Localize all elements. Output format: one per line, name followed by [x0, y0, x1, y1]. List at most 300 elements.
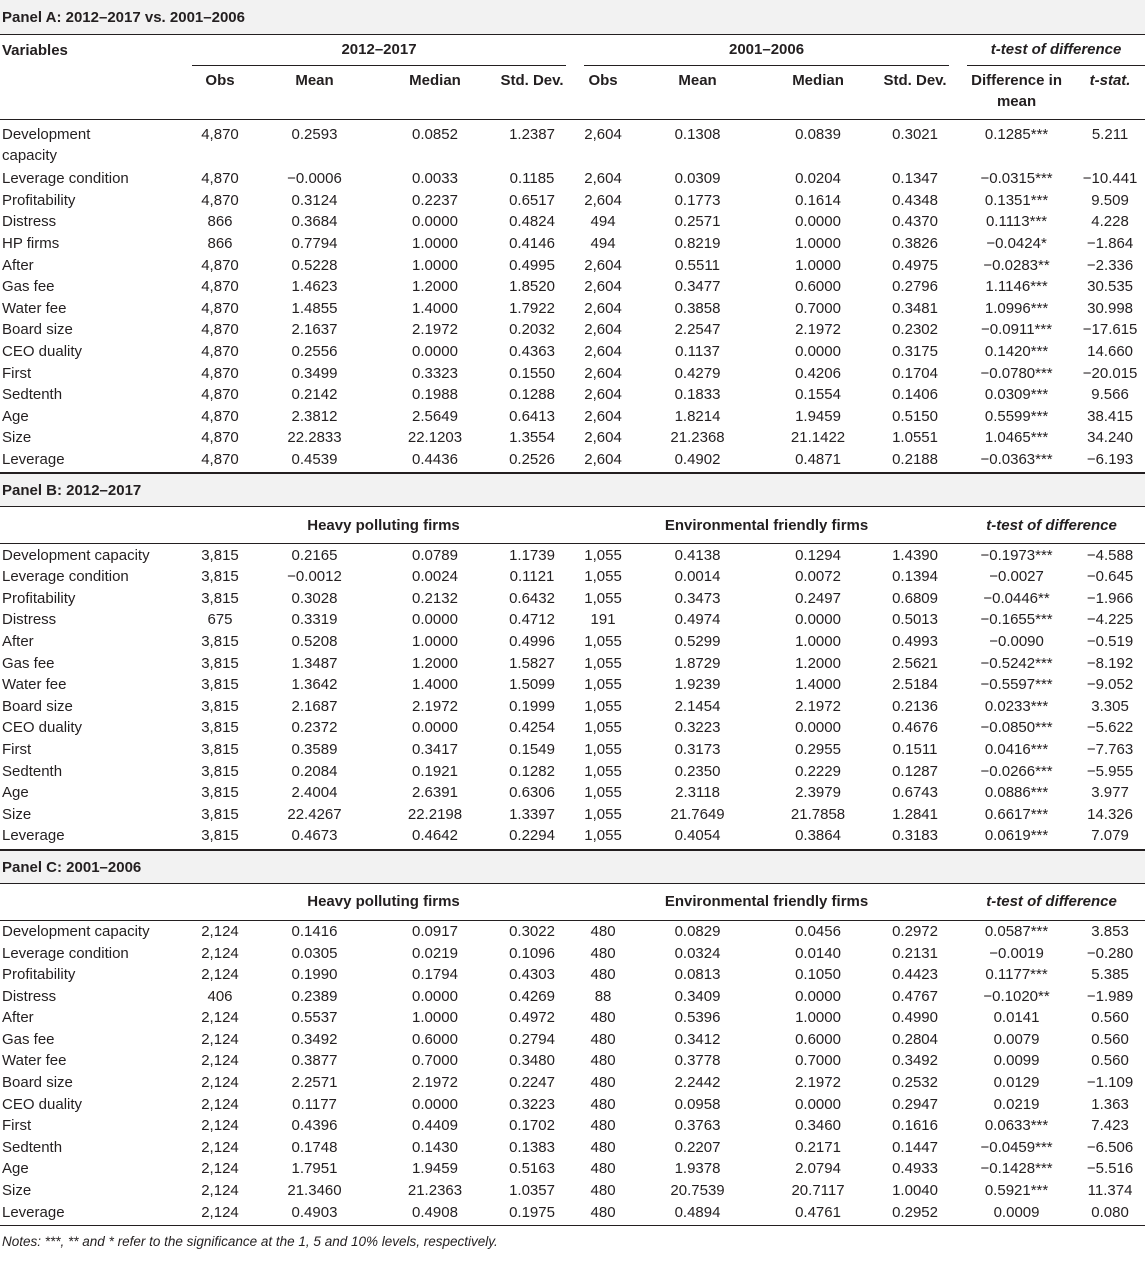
value-cell: 0.1383 — [509, 1138, 555, 1156]
variable-name-cell: Sedtenth — [2, 762, 63, 780]
table-row — [0, 276, 1145, 298]
value-cell: −0.0315*** — [980, 170, 1053, 188]
table-row — [0, 985, 1145, 1007]
value-cell: 2.1972 — [795, 321, 841, 339]
value-cell: 1.0000 — [795, 235, 841, 253]
value-cell: 0.2571 — [674, 213, 721, 231]
value-cell: 0.1430 — [412, 1138, 458, 1156]
value-cell: 1.2000 — [795, 654, 841, 672]
value-cell: 0.1288 — [509, 386, 555, 404]
value-cell: 0.3492 — [892, 1052, 938, 1070]
value-cell: 0.2171 — [795, 1138, 841, 1156]
value-cell: 0.2794 — [509, 1030, 555, 1048]
table-row — [0, 1093, 1145, 1115]
value-cell: 3,815 — [201, 568, 239, 586]
table-row — [0, 674, 1145, 696]
value-cell: 480 — [590, 1117, 616, 1135]
variable-name-cell: After — [2, 1009, 34, 1027]
value-cell: 0.5228 — [291, 256, 338, 274]
value-cell: 0.0456 — [795, 922, 841, 940]
value-cell: −0.645 — [1086, 568, 1134, 586]
value-cell: 0.3477 — [674, 278, 721, 296]
value-cell: 0.0587*** — [984, 922, 1049, 940]
table-row — [0, 1137, 1145, 1159]
value-cell: −4.225 — [1086, 611, 1134, 629]
panel-b-table — [0, 507, 1145, 849]
value-cell: 0.1416 — [291, 922, 338, 940]
value-cell: 0.6000 — [412, 1030, 458, 1048]
value-cell: 0.8219 — [674, 235, 721, 253]
value-cell: 0.0958 — [674, 1095, 721, 1113]
table-row — [0, 920, 1145, 942]
panel-b-body — [0, 544, 1145, 849]
value-cell: 0.3173 — [674, 740, 721, 758]
value-cell: 30.535 — [1087, 278, 1134, 296]
value-cell: −0.5597*** — [980, 676, 1053, 694]
value-cell: 0.6743 — [892, 784, 938, 802]
table-row — [0, 211, 1145, 233]
value-cell: 0.4423 — [892, 966, 938, 984]
value-cell: −1.989 — [1086, 987, 1134, 1005]
value-cell: 0.1406 — [892, 386, 938, 404]
value-cell: 21.2363 — [407, 1182, 463, 1200]
value-cell: 2.1972 — [412, 697, 458, 715]
value-cell: 0.4363 — [509, 343, 555, 361]
value-cell: 0.3021 — [892, 126, 938, 143]
value-cell: 0.0829 — [674, 922, 721, 940]
value-cell: 0.3473 — [674, 589, 721, 607]
value-cell: 2,124 — [201, 1009, 239, 1027]
value-cell: 0.1347 — [892, 170, 938, 188]
panel-c-group2-header: Environmental friendly firms — [575, 884, 958, 921]
value-cell: 0.2796 — [892, 278, 938, 296]
value-cell: 0.5163 — [509, 1160, 555, 1178]
value-cell: 38.415 — [1087, 407, 1134, 425]
value-cell: 494 — [590, 235, 616, 253]
variable-name-cell: Development capacity — [2, 126, 91, 164]
value-cell: 0.1616 — [892, 1117, 938, 1135]
variable-name-cell: Gas fee — [2, 1030, 55, 1048]
value-cell: −2.336 — [1086, 256, 1134, 274]
col-std-dev: Std. Dev. — [872, 65, 958, 120]
value-cell: 0.0141 — [993, 1009, 1040, 1027]
value-cell: 1.0040 — [892, 1182, 938, 1200]
value-cell: −0.0090 — [989, 632, 1044, 650]
value-cell: 0.1121 — [509, 568, 555, 586]
value-cell: 1.4390 — [892, 546, 938, 564]
table-row — [0, 695, 1145, 717]
variable-name-cell: Water fee — [2, 676, 67, 694]
value-cell: 0.0219 — [993, 1095, 1040, 1113]
value-cell: 2.1972 — [795, 1074, 841, 1092]
value-cell: 1,055 — [584, 676, 622, 694]
value-cell: −20.015 — [1082, 364, 1138, 382]
value-cell: 0.4902 — [631, 449, 764, 473]
value-cell: 2,124 — [201, 944, 239, 962]
variable-name-cell: First — [2, 364, 32, 382]
value-cell: 0.4436 — [381, 449, 489, 473]
value-cell: 0.2972 — [892, 922, 938, 940]
value-cell: 0.4138 — [674, 546, 721, 564]
value-cell: 0.1294 — [795, 546, 841, 564]
value-cell: 480 — [590, 1030, 616, 1048]
value-cell: 7.423 — [1091, 1117, 1129, 1135]
value-cell: 22.1203 — [407, 429, 463, 447]
value-cell: 480 — [590, 944, 616, 962]
value-cell: 2.2442 — [674, 1074, 721, 1092]
value-cell: 0.6617*** — [984, 805, 1049, 823]
value-cell: 4,870 — [201, 321, 239, 339]
value-cell: 0.6306 — [509, 784, 555, 802]
value-cell: 21.1422 — [790, 429, 846, 447]
value-cell: 2.3118 — [675, 784, 720, 802]
value-cell: 1,055 — [584, 546, 622, 564]
value-cell: 0.3319 — [291, 611, 338, 629]
variable-name-cell: First — [2, 740, 32, 758]
table-row — [0, 1180, 1145, 1202]
value-cell: 3,815 — [201, 589, 239, 607]
value-cell: −0.1973*** — [980, 546, 1053, 564]
value-cell: 1.4000 — [412, 299, 458, 317]
value-cell: 0.4933 — [892, 1160, 938, 1178]
value-cell: 1,055 — [575, 825, 631, 849]
value-cell: 0.3175 — [892, 343, 938, 361]
value-cell: 0.3763 — [674, 1117, 721, 1135]
value-cell: 0.2593 — [291, 126, 338, 143]
value-cell: 2,124 — [192, 1201, 248, 1225]
value-cell: −6.506 — [1086, 1138, 1134, 1156]
value-cell: 21.7649 — [670, 805, 725, 823]
value-cell: 2,124 — [201, 966, 239, 984]
value-cell: 0.0000 — [412, 343, 458, 361]
value-cell: 0.4908 — [381, 1201, 489, 1225]
variable-name-cell: Gas fee — [2, 278, 55, 296]
value-cell: −5.516 — [1086, 1160, 1134, 1178]
value-cell: 0.4761 — [764, 1201, 872, 1225]
value-cell: 1.4000 — [795, 676, 841, 694]
value-cell: 0.4396 — [291, 1117, 338, 1135]
value-cell: 0.0099 — [993, 1052, 1040, 1070]
panel-c-body — [0, 920, 1145, 1225]
value-cell: 0.2294 — [489, 825, 575, 849]
variable-name-cell: Size — [2, 429, 32, 447]
value-cell: 1.8729 — [674, 654, 721, 672]
value-cell: 1.0551 — [892, 429, 938, 447]
value-cell: 0.4995 — [509, 256, 555, 274]
value-cell: 4,870 — [201, 407, 239, 425]
panel-c-title: Panel C: 2001–2006 — [0, 850, 1145, 884]
value-cell: 0.7000 — [795, 1052, 841, 1070]
value-cell: −0.0266*** — [980, 762, 1053, 780]
value-cell: 1.0000 — [795, 1009, 841, 1027]
value-cell: 0.4279 — [674, 364, 721, 382]
value-cell: 0.2131 — [892, 944, 938, 962]
table-row — [0, 717, 1145, 739]
panel-a-group2-header: 2001–2006 — [575, 35, 958, 65]
value-cell: 0.560 — [1091, 1052, 1129, 1070]
variable-name-cell: Water fee — [2, 1052, 67, 1070]
variable-name-cell: Gas fee — [2, 654, 55, 672]
table-row — [0, 942, 1145, 964]
value-cell: 0.0033 — [412, 170, 458, 188]
value-cell: 0.0079 — [993, 1030, 1040, 1048]
value-cell: 0.0000 — [795, 213, 841, 231]
panel-b-ttest-header: t-test of difference — [958, 507, 1145, 544]
value-cell: 2.1972 — [795, 697, 841, 715]
value-cell: 2.1972 — [412, 321, 458, 339]
value-cell: 1,055 — [584, 654, 622, 672]
value-cell: 0.7794 — [291, 235, 338, 253]
value-cell: −1.966 — [1086, 589, 1134, 607]
value-cell: 0.4894 — [631, 1201, 764, 1225]
value-cell: 3.305 — [1091, 697, 1129, 715]
value-cell: 2.1687 — [291, 697, 338, 715]
variable-name-cell: Distress — [2, 213, 57, 231]
value-cell: 2,604 — [584, 321, 622, 339]
value-cell: 1.9378 — [674, 1160, 721, 1178]
value-cell: 0.3864 — [764, 825, 872, 849]
value-cell: 0.4903 — [248, 1201, 381, 1225]
value-cell: 0.3417 — [412, 740, 458, 758]
value-cell: 0.1308 — [674, 126, 721, 143]
value-cell: 0.0309*** — [984, 386, 1049, 404]
value-cell: 0.5013 — [892, 611, 938, 629]
value-cell: 0.4146 — [509, 235, 555, 253]
value-cell: 2.5184 — [892, 676, 938, 694]
value-cell: 0.6432 — [509, 589, 555, 607]
value-cell: 0.3684 — [291, 213, 338, 231]
value-cell: 0.4871 — [764, 449, 872, 473]
table-row — [0, 449, 1145, 473]
value-cell: −0.0446** — [983, 589, 1050, 607]
value-cell: 1,055 — [584, 719, 622, 737]
value-cell: 0.6517 — [509, 191, 555, 209]
value-cell: 0.1511 — [892, 740, 938, 758]
value-cell: 0.3826 — [892, 235, 938, 253]
value-cell: 1.2000 — [412, 278, 458, 296]
value-cell: 0.1096 — [509, 944, 555, 962]
variable-name-cell: Leverage condition — [2, 170, 129, 188]
value-cell: 4,870 — [201, 256, 239, 274]
value-cell: 3,815 — [201, 546, 239, 564]
value-cell: 0.1050 — [795, 966, 841, 984]
value-cell: 4,870 — [201, 126, 239, 143]
value-cell: −0.0012 — [287, 568, 342, 586]
variable-name-cell: CEO duality — [2, 1095, 83, 1113]
value-cell: −0.0850*** — [980, 719, 1053, 737]
value-cell: 5.211 — [1091, 126, 1129, 143]
value-cell: 0.1549 — [509, 740, 555, 758]
value-cell: 0.6413 — [509, 407, 555, 425]
value-cell: 0.5299 — [674, 632, 721, 650]
table-row — [0, 652, 1145, 674]
table-notes: Notes: ***, ** and * refer to the significance at the 1, 5 and 10% levels, respectively. — [2, 1233, 498, 1249]
panel-c-group1-header: Heavy polluting firms — [192, 884, 575, 921]
table-row — [0, 406, 1145, 428]
value-cell: 0.5208 — [291, 632, 338, 650]
value-cell: 2.6391 — [412, 784, 458, 802]
value-cell: 0.7000 — [795, 299, 841, 317]
value-cell: 1,055 — [584, 784, 622, 802]
value-cell: 0.1748 — [291, 1138, 338, 1156]
value-cell: 0.0009 — [958, 1201, 1075, 1225]
table-row — [0, 760, 1145, 782]
value-cell: 1,055 — [584, 632, 622, 650]
value-cell: 0.5599*** — [984, 407, 1049, 425]
value-cell: −0.519 — [1086, 632, 1134, 650]
col-mean: Mean — [248, 65, 381, 120]
value-cell: 3,815 — [201, 805, 239, 823]
value-cell: 2,124 — [201, 1095, 239, 1113]
value-cell: 0.560 — [1091, 1030, 1129, 1048]
value-cell: 0.1999 — [509, 697, 555, 715]
value-cell: −10.441 — [1082, 170, 1138, 188]
value-cell: 0.0917 — [412, 922, 458, 940]
value-cell: 0.5396 — [674, 1009, 721, 1027]
value-cell: 0.2247 — [509, 1074, 555, 1092]
value-cell: 0.0000 — [795, 611, 841, 629]
value-cell: 480 — [590, 1009, 616, 1027]
variable-name-cell: Distress — [2, 987, 57, 1005]
value-cell: 1.4000 — [412, 676, 458, 694]
value-cell: 0.3028 — [291, 589, 338, 607]
value-cell: 1,055 — [584, 697, 622, 715]
value-cell: 3,815 — [201, 719, 239, 737]
value-cell: 0.2142 — [291, 386, 338, 404]
panel-a-body — [0, 120, 1145, 473]
variable-name-cell: Leverage — [0, 825, 192, 849]
value-cell: 21.2368 — [670, 429, 725, 447]
value-cell: 4,870 — [201, 191, 239, 209]
value-cell: 0.4539 — [248, 449, 381, 473]
value-cell: 0.0000 — [795, 719, 841, 737]
value-cell: 1,055 — [584, 762, 622, 780]
value-cell: 2,124 — [201, 1182, 239, 1200]
value-cell: 0.1285*** — [984, 126, 1049, 143]
value-cell: 0.3492 — [291, 1030, 338, 1048]
panel-a-table — [0, 35, 1145, 473]
value-cell: 0.3589 — [291, 740, 338, 758]
value-cell: −7.763 — [1086, 740, 1134, 758]
value-cell: 1.8214 — [674, 407, 721, 425]
variable-name-cell: First — [2, 1117, 32, 1135]
value-cell: 0.3481 — [892, 299, 938, 317]
value-cell: 1.2387 — [509, 126, 555, 143]
value-cell: 0.6809 — [892, 589, 938, 607]
value-cell: 2,124 — [201, 1117, 239, 1135]
value-cell: 0.0633*** — [984, 1117, 1049, 1135]
value-cell: 0.080 — [1075, 1201, 1145, 1225]
value-cell: 0.3778 — [674, 1052, 721, 1070]
col-obs: Obs — [192, 65, 248, 120]
value-cell: 0.1177 — [292, 1095, 337, 1113]
value-cell: 34.240 — [1087, 429, 1134, 447]
panel-a-column-header — [0, 65, 1145, 120]
value-cell: 0.5921*** — [984, 1182, 1049, 1200]
value-cell: 1.0000 — [795, 632, 841, 650]
value-cell: 480 — [590, 1095, 616, 1113]
value-cell: 0.3480 — [509, 1052, 555, 1070]
variables-header: Variables — [2, 41, 68, 59]
value-cell: 4,870 — [201, 299, 239, 317]
value-cell: 866 — [207, 235, 233, 253]
value-cell: 1.0000 — [412, 256, 458, 274]
value-cell: 0.0000 — [412, 719, 458, 737]
value-cell: 0.2132 — [412, 589, 458, 607]
value-cell: 675 — [207, 611, 233, 629]
value-cell: 0.0014 — [674, 568, 721, 586]
table-row — [0, 782, 1145, 804]
value-cell: −0.280 — [1086, 944, 1134, 962]
value-cell: 2.5621 — [892, 654, 938, 672]
panel-c-group-header — [0, 884, 1145, 921]
variable-name-cell: Leverage condition — [2, 568, 129, 586]
value-cell: 20.7539 — [670, 1182, 725, 1200]
table-row — [0, 362, 1145, 384]
value-cell: 480 — [590, 1182, 616, 1200]
col-mean: Mean — [631, 65, 764, 120]
col-t-stat: t-stat. — [1075, 65, 1145, 120]
table-row — [0, 631, 1145, 653]
variable-name-cell: After — [2, 256, 34, 274]
value-cell: 0.0886*** — [984, 784, 1049, 802]
value-cell: 1.5827 — [509, 654, 555, 672]
value-cell: 1.8520 — [509, 278, 555, 296]
value-cell: 0.3412 — [674, 1030, 721, 1048]
value-cell: 4,870 — [201, 170, 239, 188]
value-cell: 2,124 — [201, 922, 239, 940]
table-row — [0, 566, 1145, 588]
value-cell: 2,124 — [201, 1052, 239, 1070]
value-cell: 0.4370 — [892, 213, 938, 231]
table-row — [0, 964, 1145, 986]
value-cell: 0.4974 — [674, 611, 721, 629]
value-cell: 1.5099 — [509, 676, 555, 694]
table-row — [0, 1029, 1145, 1051]
value-cell: 0.1137 — [675, 343, 720, 361]
table-row — [0, 1158, 1145, 1180]
panel-a-group1-header: 2012–2017 — [192, 35, 575, 65]
value-cell: 1.0357 — [509, 1182, 555, 1200]
value-cell: 0.1988 — [412, 386, 458, 404]
value-cell: 2.1454 — [674, 697, 721, 715]
value-cell: −0.0780*** — [980, 364, 1053, 382]
value-cell: 0.1177*** — [985, 966, 1048, 984]
value-cell: 0.2532 — [892, 1074, 938, 1092]
value-cell: 22.2833 — [287, 429, 342, 447]
variable-name-cell: Age — [2, 784, 29, 802]
value-cell: 20.7117 — [791, 1182, 845, 1200]
value-cell: 0.560 — [1091, 1009, 1129, 1027]
value-cell: 0.0000 — [412, 611, 458, 629]
value-cell: 0.2526 — [489, 449, 575, 473]
col-median: Median — [764, 65, 872, 120]
table-row — [0, 588, 1145, 610]
value-cell: −6.193 — [1075, 449, 1145, 473]
value-cell: 2,124 — [201, 1030, 239, 1048]
value-cell: 2,604 — [584, 386, 622, 404]
panel-a-title: Panel A: 2012–2017 vs. 2001–2006 — [0, 0, 1145, 35]
value-cell: 1.0996*** — [984, 299, 1049, 317]
value-cell: 1.0000 — [795, 256, 841, 274]
value-cell: −8.192 — [1086, 654, 1134, 672]
value-cell: 3,815 — [192, 825, 248, 849]
variable-name-cell: After — [2, 632, 34, 650]
value-cell: 0.4254 — [509, 719, 555, 737]
value-cell: 0.2497 — [795, 589, 841, 607]
panel-a-group-header — [0, 35, 1145, 65]
variable-name-cell: Leverage — [0, 449, 192, 473]
